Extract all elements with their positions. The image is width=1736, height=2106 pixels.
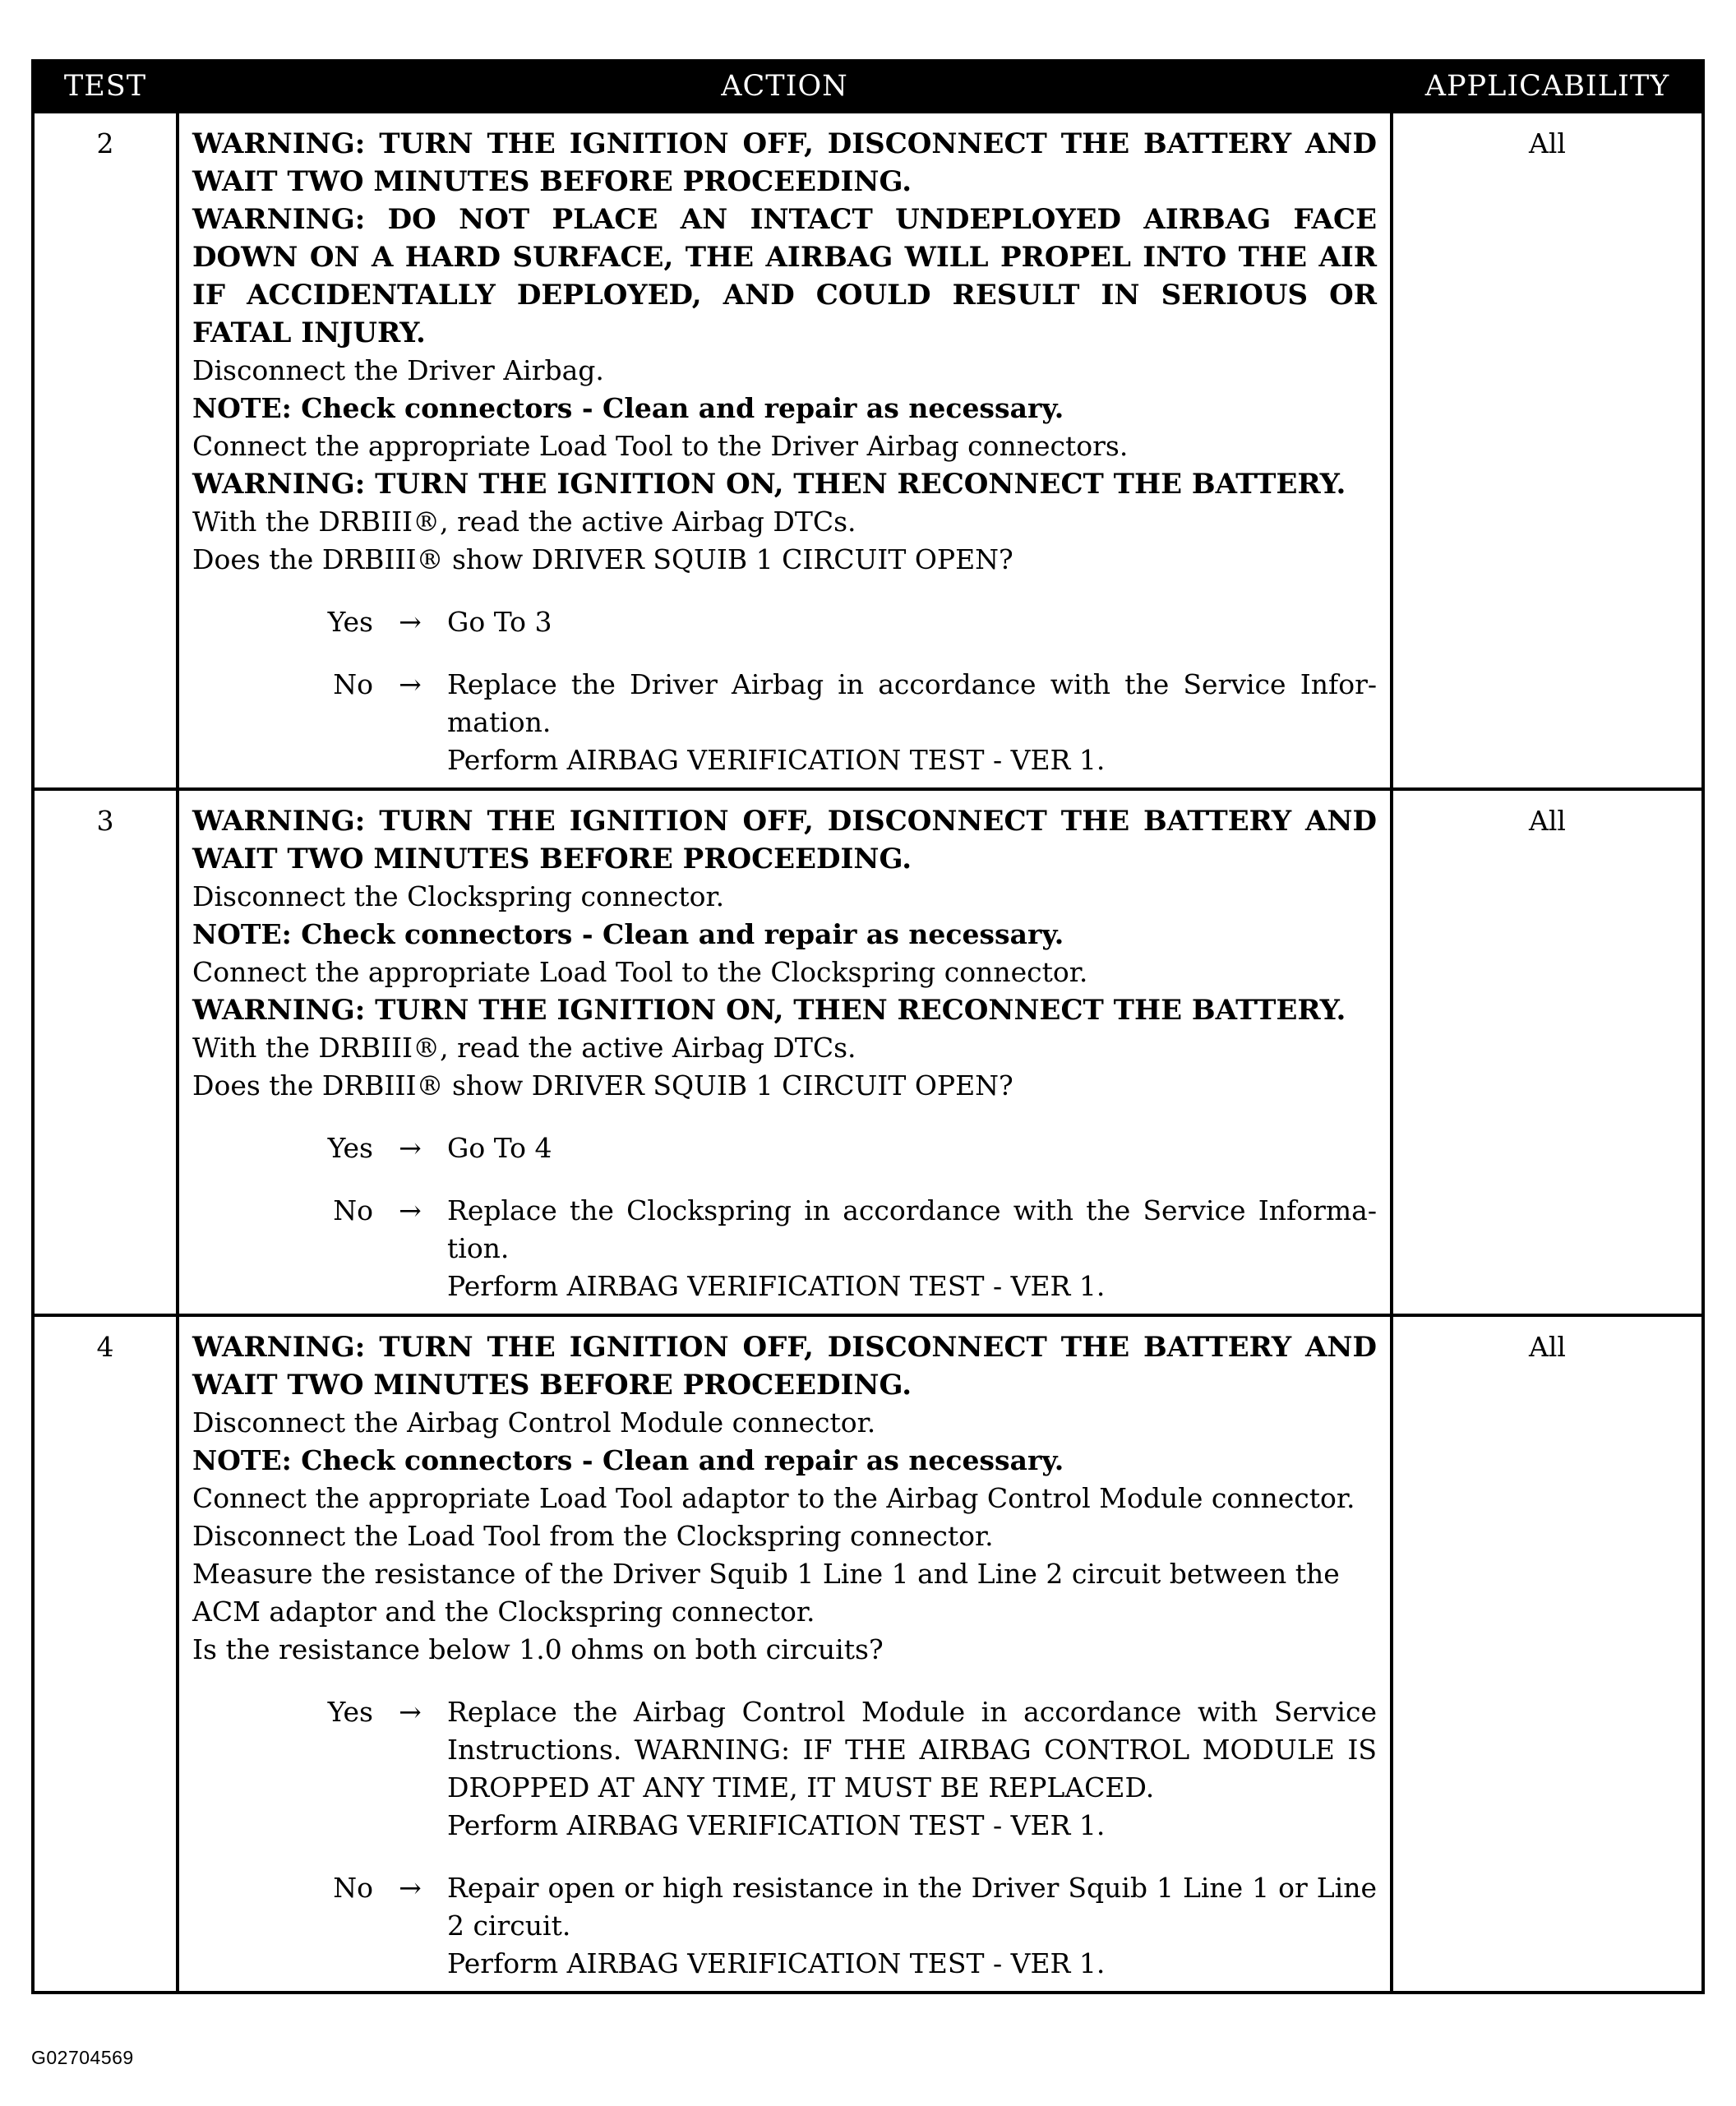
- result-label: Yes: [327, 606, 373, 638]
- arrow-right-icon: →: [399, 606, 422, 638]
- header-test: TEST: [33, 61, 178, 112]
- result-line: Go To 3: [447, 606, 552, 638]
- result-text: [447, 1693, 1377, 1845]
- instruction-text: Does the DRBIII® show DRIVER SQUIB 1 CIRCUIT OPEN?: [192, 543, 1013, 575]
- result-line: Perform AIRBAG VERIFICATION TEST - VER 1.: [447, 1947, 1106, 1979]
- note-text: NOTE: Check connectors - Clean and repair as necessary.: [192, 392, 1064, 424]
- warning-text: WARNING: TURN THE IGNITION ON, THEN RECONNECT THE BATTERY.: [192, 468, 1346, 501]
- result-text: [447, 1192, 1377, 1305]
- result-branch: [192, 666, 1377, 779]
- action-cell: [178, 112, 1392, 789]
- header-applicability: APPLICABILITY: [1392, 61, 1703, 112]
- table-header-row: [33, 61, 1703, 112]
- result-text: [447, 603, 1377, 641]
- action-cell: [178, 1315, 1392, 1993]
- instruction-text: Connect the appropriate Load Tool adaptor to the Airbag Control Module connector.: [192, 1482, 1355, 1514]
- arrow-right-icon: →: [399, 1132, 422, 1164]
- arrow-right-icon: →: [399, 1696, 422, 1728]
- instruction-text: Is the resistance below 1.0 ohms on both circuits?: [192, 1633, 884, 1665]
- table-row: [33, 789, 1703, 1315]
- result-branch: [192, 1129, 1377, 1167]
- result-line: Perform AIRBAG VERIFICATION TEST - VER 1.: [447, 1270, 1106, 1302]
- instruction-text: With the DRBIII®, read the active Airbag DTCs.: [192, 1032, 856, 1064]
- test-number: 2: [33, 112, 178, 789]
- warning-text: WARNING: TURN THE IGNITION OFF, DISCONNECT THE BATTERY AND WAIT TWO MINUTES BEFORE PROCEEDING.: [192, 127, 1377, 198]
- note-text: NOTE: Check connectors - Clean and repair as necessary.: [192, 918, 1064, 950]
- header-action: ACTION: [178, 61, 1392, 112]
- action-cell: [178, 789, 1392, 1315]
- diagnostic-test-sheet: [31, 59, 1701, 1994]
- result-label: No: [333, 1872, 373, 1904]
- arrow-right-icon: →: [399, 668, 422, 700]
- instruction-text: Measure the resistance of the Driver Squib 1 Line 1 and Line 2 circuit between the ACM adaptor and the Clockspring connector.: [192, 1558, 1340, 1628]
- instruction-text: Disconnect the Load Tool from the Clockspring connector.: [192, 1520, 994, 1552]
- arrow-right-icon: →: [399, 1872, 422, 1904]
- result-text: [447, 666, 1377, 779]
- warning-text: WARNING: TURN THE IGNITION ON, THEN RECONNECT THE BATTERY.: [192, 994, 1346, 1027]
- warning-text: WARNING: TURN THE IGNITION OFF, DISCONNECT THE BATTERY AND WAIT TWO MINUTES BEFORE PROCEEDING.: [192, 805, 1377, 875]
- result-text: [447, 1869, 1377, 1983]
- result-text: [447, 1129, 1377, 1167]
- result-line: Perform AIRBAG VERIFICATION TEST - VER 1.: [447, 1809, 1106, 1841]
- result-branch: [192, 1693, 1377, 1845]
- warning-text: WARNING: DO NOT PLACE AN INTACT UNDEPLOYED AIRBAG FACE DOWN ON A HARD SURFACE, THE AIRBAG WILL PROPEL INTO THE AIR IF ACCIDENTALLY DEPLOYED, AND COULD RESULT IN SERIOUS OR FATAL INJURY.: [192, 203, 1377, 349]
- test-number: 4: [33, 1315, 178, 1993]
- result-line: Go To 4: [447, 1132, 552, 1164]
- warning-text: WARNING: TURN THE IGNITION OFF, DISCONNECT THE BATTERY AND WAIT TWO MINUTES BEFORE PROCEEDING.: [192, 1331, 1377, 1402]
- result-label: No: [333, 1194, 373, 1226]
- table-row: [33, 112, 1703, 789]
- arrow-right-icon: →: [399, 1194, 422, 1226]
- note-text: NOTE: Check connectors - Clean and repair as necessary.: [192, 1444, 1064, 1476]
- instruction-text: Disconnect the Clockspring connector.: [192, 880, 725, 912]
- instruction-text: Does the DRBIII® show DRIVER SQUIB 1 CIRCUIT OPEN?: [192, 1069, 1013, 1101]
- test-number: 3: [33, 789, 178, 1315]
- instruction-text: With the DRBIII®, read the active Airbag DTCs.: [192, 506, 856, 538]
- result-branch: [192, 603, 1377, 641]
- result-branch: [192, 1869, 1377, 1983]
- instruction-text: Disconnect the Airbag Control Module connector.: [192, 1406, 876, 1439]
- result-label: Yes: [327, 1696, 373, 1728]
- result-line: Replace the Driver Airbag in accordance with the Service Infor-mation.: [447, 668, 1377, 738]
- result-label: Yes: [327, 1132, 373, 1164]
- result-line: Perform AIRBAG VERIFICATION TEST - VER 1.: [447, 744, 1106, 776]
- applicability-value: All: [1392, 112, 1703, 789]
- table-row: [33, 1315, 1703, 1993]
- result-line: Replace the Airbag Control Module in accordance with Service Instructions. WARNING: IF THE AIRBAG CONTROL MODULE IS DROPPED AT ANY TIME, IT MUST BE REPLACED.: [447, 1696, 1377, 1803]
- applicability-value: All: [1392, 1315, 1703, 1993]
- result-label: No: [333, 668, 373, 700]
- instruction-text: Disconnect the Driver Airbag.: [192, 354, 604, 386]
- result-line: Repair open or high resistance in the Driver Squib 1 Line 1 or Line 2 circuit.: [447, 1872, 1377, 1942]
- applicability-value: All: [1392, 789, 1703, 1315]
- instruction-text: Connect the appropriate Load Tool to the Driver Airbag connectors.: [192, 430, 1129, 462]
- result-branch: [192, 1192, 1377, 1305]
- instruction-text: Connect the appropriate Load Tool to the Clockspring connector.: [192, 956, 1088, 988]
- figure-code: G02704569: [31, 2047, 134, 2068]
- diagnostic-table: [31, 59, 1705, 1994]
- result-line: Replace the Clockspring in accordance with the Service Informa-tion.: [447, 1194, 1377, 1264]
